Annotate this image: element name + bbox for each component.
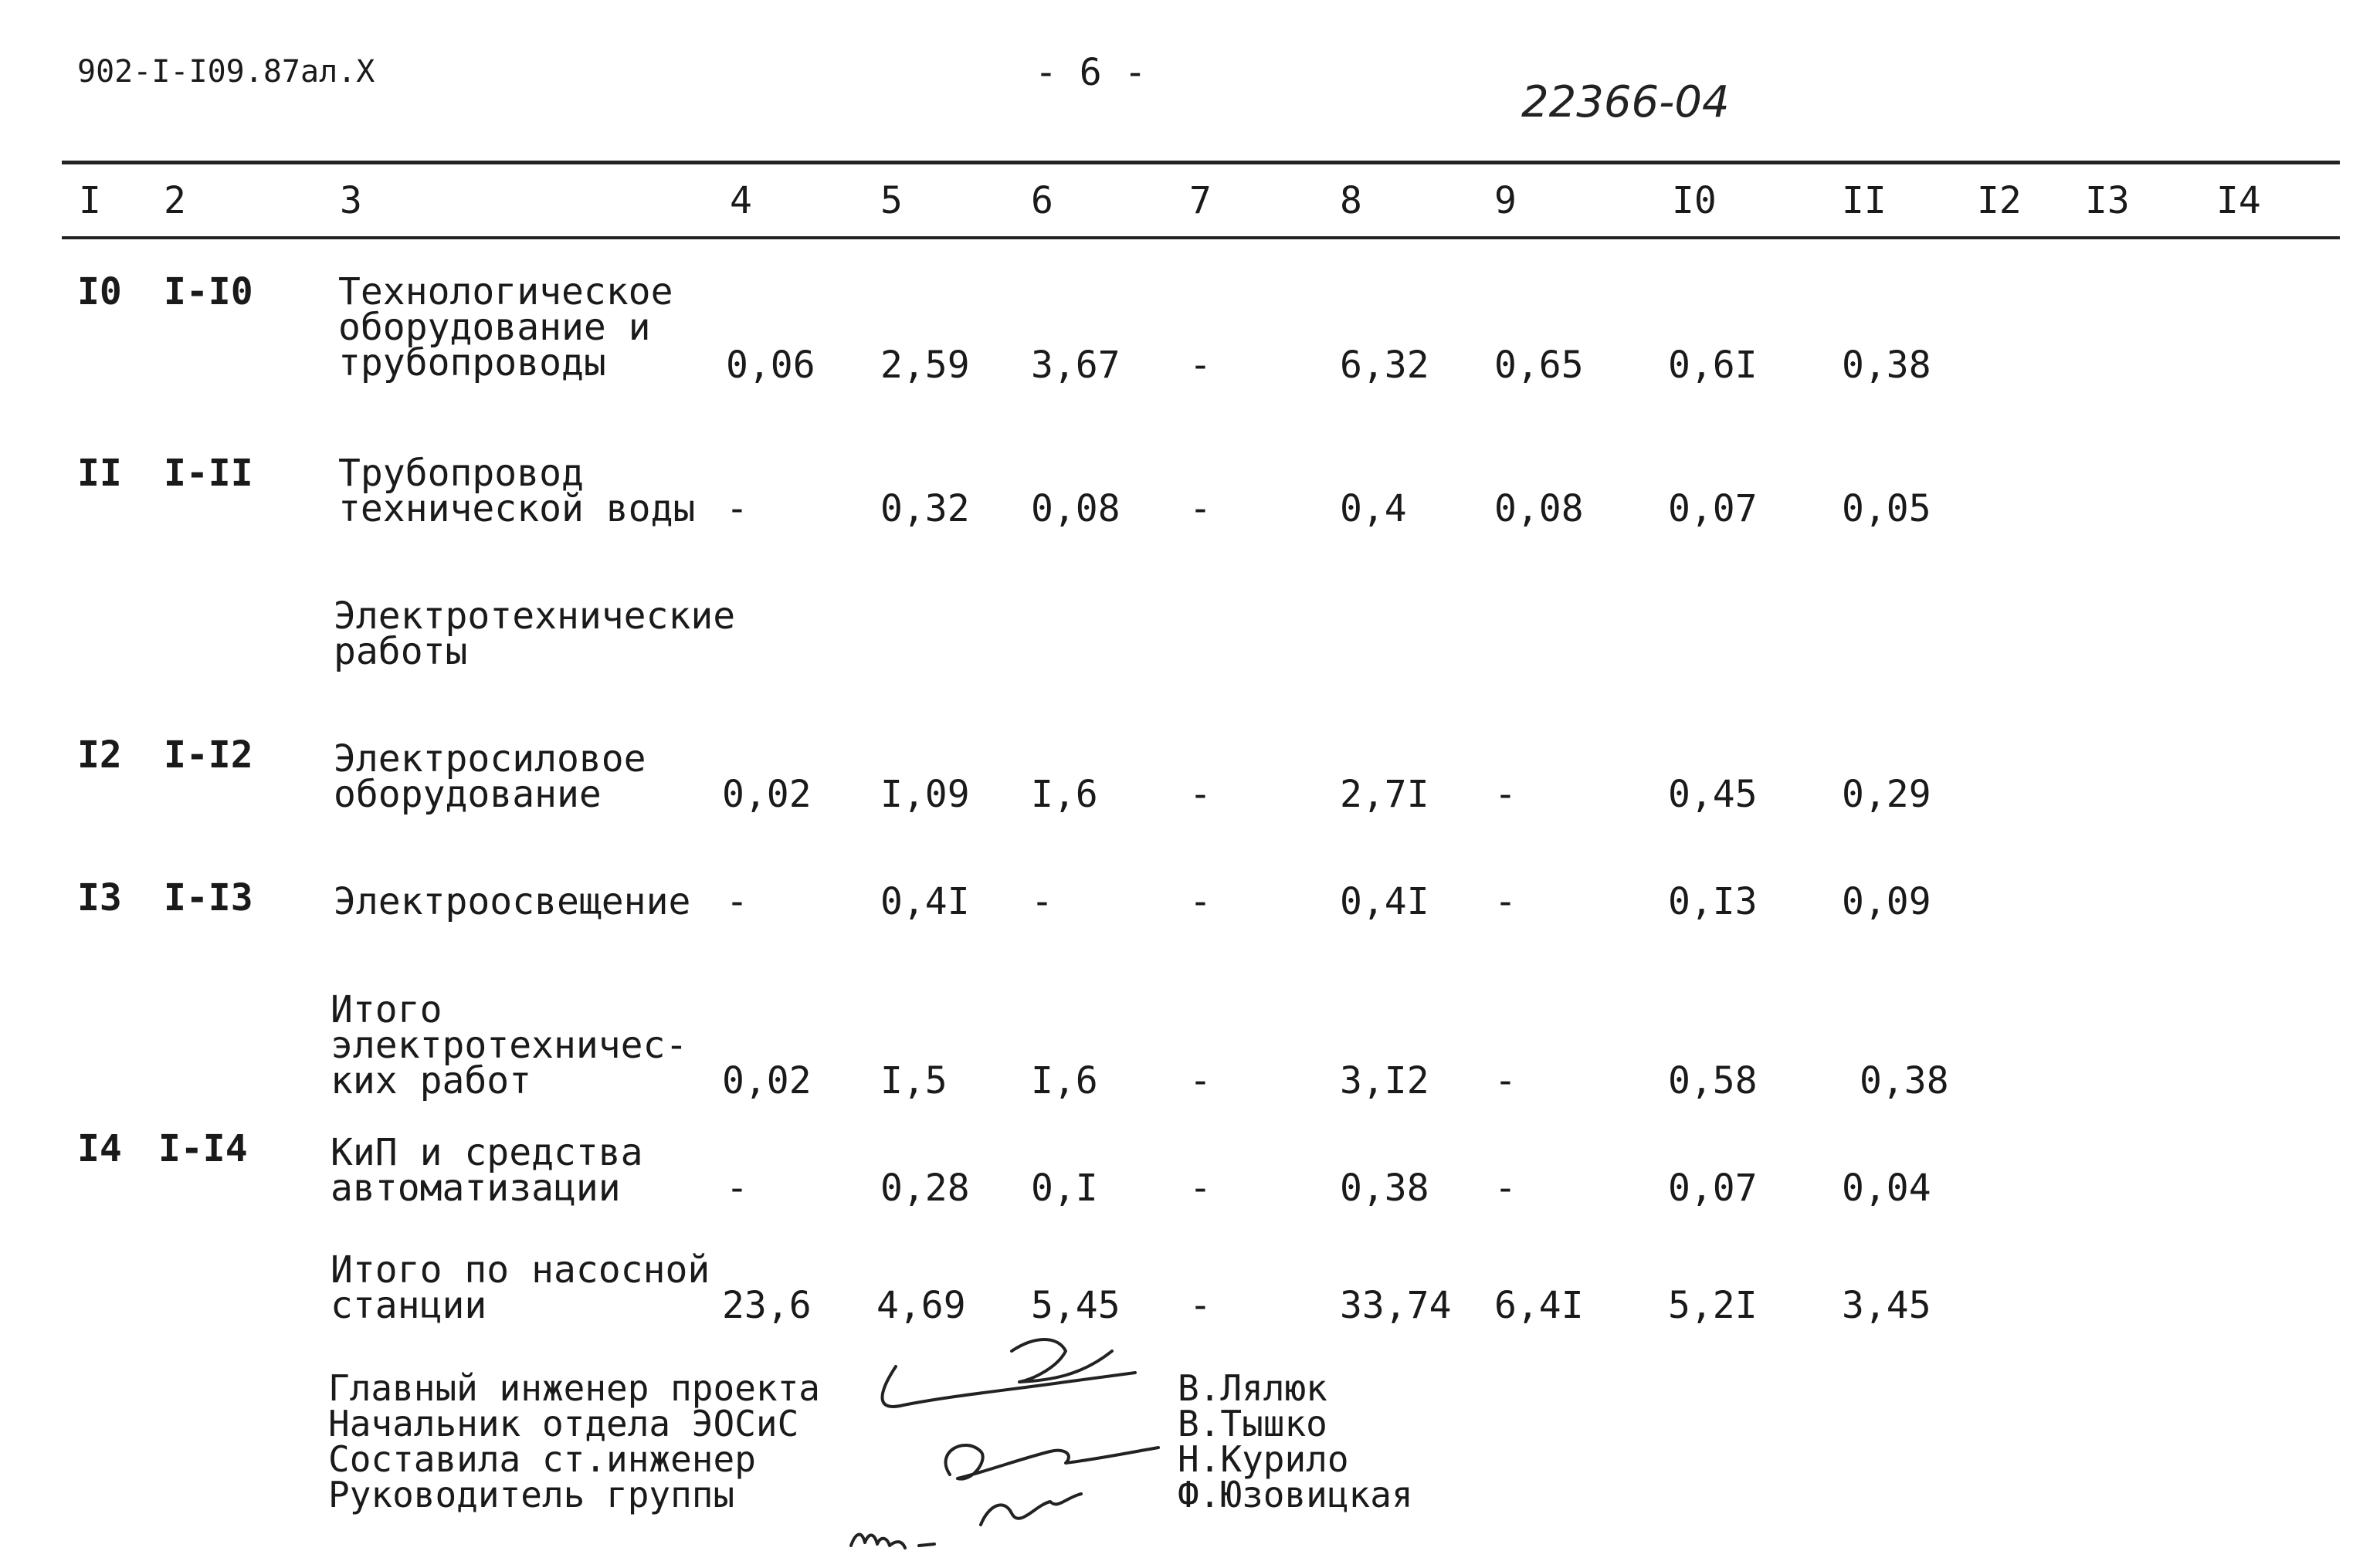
cell-col-11: 0,05 <box>1842 487 1931 530</box>
column-header: II <box>1842 179 1887 222</box>
row-name: Технологическое оборудование и трубопроводы <box>338 270 673 384</box>
cell-col-7: - <box>1189 880 1212 923</box>
column-header: I4 <box>2216 179 2261 222</box>
cell-col-9: - <box>1494 880 1517 923</box>
cell-col-8: 33,74 <box>1340 1284 1452 1327</box>
row-name: Электроосвещение <box>334 880 691 923</box>
row-name: Итого по насосной станции <box>331 1248 710 1327</box>
cell-col-4: 0,02 <box>722 1059 812 1102</box>
signature-names: В.Лялюк В.Тышко Н.Курило Ф.Юзовицкая <box>1178 1367 1413 1516</box>
row-name: КиП и средства автоматизации <box>331 1131 643 1210</box>
row-number: I2 <box>77 733 122 777</box>
column-header: 5 <box>880 179 903 222</box>
cell-col-4: 0,06 <box>726 344 815 387</box>
document-code: 902-I-I09.87ал.X <box>77 54 375 90</box>
cell-col-6: 5,45 <box>1031 1284 1120 1327</box>
column-header: I2 <box>1977 179 2022 222</box>
row-code: I-II <box>164 452 253 495</box>
cell-col-6: 3,67 <box>1031 344 1120 387</box>
row-number: I0 <box>77 270 122 313</box>
column-header: I <box>79 179 101 222</box>
cell-col-8: 6,32 <box>1340 344 1429 387</box>
column-header: 3 <box>340 179 362 222</box>
cell-col-10: 0,45 <box>1668 773 1758 816</box>
handwritten-number: 22366-04 <box>1521 77 1730 127</box>
cell-col-10: 0,07 <box>1668 1167 1758 1210</box>
cell-col-4: - <box>726 487 748 530</box>
column-header: I0 <box>1672 179 1717 222</box>
cell-col-7: - <box>1189 487 1212 530</box>
cell-col-5: 4,69 <box>876 1284 966 1327</box>
cell-col-8: 0,4 <box>1340 487 1407 530</box>
page-number: - 6 - <box>1035 51 1147 94</box>
cell-col-7: - <box>1189 1059 1212 1102</box>
cell-col-9: 6,4I <box>1494 1284 1584 1327</box>
cell-col-5: I,09 <box>880 773 970 816</box>
cell-col-9: - <box>1494 773 1517 816</box>
cell-col-5: 0,32 <box>880 487 970 530</box>
column-header: I3 <box>2085 179 2130 222</box>
row-name: Трубопровод технической воды <box>338 452 696 530</box>
cell-col-10: 5,2I <box>1668 1284 1758 1327</box>
row-number: I3 <box>77 876 122 919</box>
cell-col-5: 0,4I <box>880 880 970 923</box>
cell-col-8: 0,4I <box>1340 880 1429 923</box>
cell-col-9: 0,65 <box>1494 344 1584 387</box>
row-code: I-I0 <box>164 270 253 313</box>
cell-col-11: 0,09 <box>1842 880 1931 923</box>
column-header: 4 <box>730 179 752 222</box>
cell-col-10: 0,58 <box>1668 1059 1758 1102</box>
column-header: 2 <box>164 179 186 222</box>
column-header: 8 <box>1340 179 1362 222</box>
cell-col-10: 0,6I <box>1668 344 1758 387</box>
cell-col-6: - <box>1031 880 1053 923</box>
handwritten-signatures <box>834 1305 1205 1552</box>
cell-col-8: 0,38 <box>1340 1167 1429 1210</box>
cell-col-10: 0,I3 <box>1668 880 1758 923</box>
cell-col-9: - <box>1494 1167 1517 1210</box>
cell-col-9: - <box>1494 1059 1517 1102</box>
cell-col-11: 0,04 <box>1842 1167 1931 1210</box>
table-top-rule <box>62 161 2340 164</box>
cell-col-4: - <box>726 1167 748 1210</box>
cell-col-4: 0,02 <box>722 773 812 816</box>
cell-col-5: 0,28 <box>880 1167 970 1210</box>
cell-col-10: 0,07 <box>1668 487 1758 530</box>
cell-col-11: 3,45 <box>1842 1284 1931 1327</box>
section-heading: Электротехнические работы <box>334 594 736 673</box>
cell-col-8: 2,7I <box>1340 773 1429 816</box>
column-header: 9 <box>1494 179 1517 222</box>
column-header: 7 <box>1189 179 1212 222</box>
cell-col-7: - <box>1189 1167 1212 1210</box>
cell-col-5: 2,59 <box>880 344 970 387</box>
cell-col-6: I,6 <box>1031 773 1098 816</box>
row-name: Электросиловое оборудование <box>334 737 646 816</box>
row-code: I-I4 <box>158 1127 248 1170</box>
row-number: I4 <box>77 1127 122 1170</box>
cell-col-7: - <box>1189 1284 1212 1327</box>
cell-col-6: I,6 <box>1031 1059 1098 1102</box>
row-name: Итого электротехничес- ких работ <box>331 988 688 1102</box>
row-number: II <box>77 452 122 495</box>
cell-col-6: 0,I <box>1031 1167 1098 1210</box>
table-header-rule <box>62 236 2340 239</box>
cell-col-6: 0,08 <box>1031 487 1120 530</box>
cell-col-4: 23,6 <box>722 1284 812 1327</box>
cell-col-4: - <box>726 880 748 923</box>
column-header: 6 <box>1031 179 1053 222</box>
signature-titles: Главный инженер проекта Начальник отдела ЭОСиС Составила ст.инженер Руководитель группы <box>328 1367 820 1516</box>
row-code: I-I2 <box>164 733 253 777</box>
cell-col-5: I,5 <box>880 1059 948 1102</box>
cell-col-8: 3,I2 <box>1340 1059 1429 1102</box>
cell-col-11: 0,38 <box>1842 344 1931 387</box>
cell-col-7: - <box>1189 773 1212 816</box>
cell-col-11: 0,38 <box>1860 1059 1949 1102</box>
cell-col-9: 0,08 <box>1494 487 1584 530</box>
cell-col-7: - <box>1189 344 1212 387</box>
row-code: I-I3 <box>164 876 253 919</box>
cell-col-11: 0,29 <box>1842 773 1931 816</box>
